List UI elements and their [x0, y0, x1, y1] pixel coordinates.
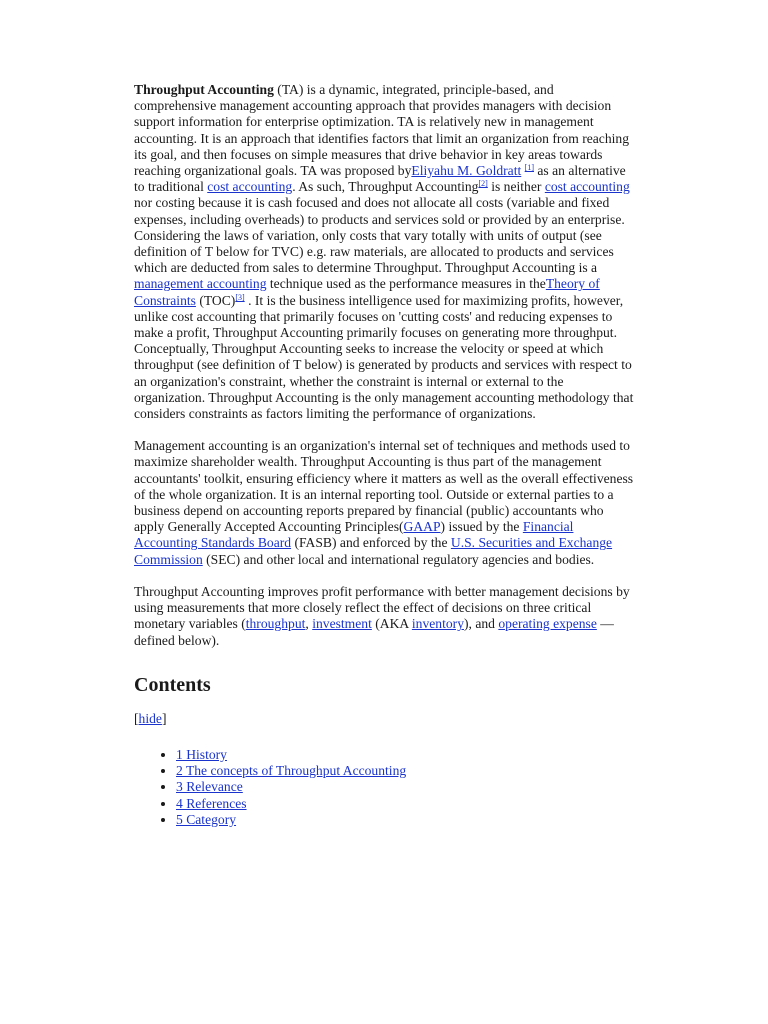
- ref-link-1[interactable]: [1]: [524, 163, 534, 173]
- term-bold: Throughput Accounting: [134, 82, 274, 97]
- link-gaap[interactable]: GAAP: [403, 519, 441, 535]
- bracket-open: [: [134, 710, 139, 726]
- text-run: ) issued by the: [440, 519, 523, 535]
- text-run: — defined below).: [134, 616, 614, 648]
- link-eliyahu-goldratt[interactable]: Eliyahu M. Goldratt: [411, 163, 522, 179]
- text-run: . It is the business intelligence used for maximizing profits, however, unlike cost accounting that primarily focuses on 'cutting costs' and reducing expenses to make a profit, Throughput Accounting primarily focuses on generating more throughput. Conceptually, Throughput Accounting seeks to increase the velocity or speed at which throughput (see definition of T below) is generated by products and services with respect to an organization's constraint, whether the constraint is internal or external to the organization. Throughput Accounting is the only management accounting methodology that considers constraints as factors limiting the performance of organizations.: [134, 292, 634, 422]
- text-run: as an alternative to traditional: [134, 163, 626, 195]
- bracket-close: ]: [161, 710, 167, 726]
- toc-link-relevance[interactable]: 3 Relevance: [176, 779, 243, 795]
- link-cost-accounting[interactable]: cost accounting: [207, 179, 293, 195]
- toc-item: [176, 763, 634, 779]
- text-run: (TA) is a dynamic, integrated, principle-based, and comprehensive management accounting approach that provides managers with decision support information for enterprise optimization. TA is relatively new in management accounting. It is an approach that identifies factors that limit an organization from reaching its goal, and then focuses on simple measures that drive behavior in key areas towards reaching organizational goals. TA was proposed by: [134, 82, 629, 179]
- text-run: Throughput Accounting improves profit performance with better management decisions by using measurements that more closely reflect the effect of decisions on three critical monetary variables (: [134, 583, 630, 632]
- management-accounting-paragraph: [134, 438, 634, 568]
- toc-item: [176, 796, 634, 812]
- profit-performance-paragraph: [134, 584, 634, 649]
- article: [134, 82, 634, 828]
- text-run: ), and: [464, 616, 499, 632]
- toc-item: [176, 812, 634, 828]
- text-run: Management accounting is an organization's internal set of techniques and methods used to maximize shareholder wealth. Throughput Accounting is thus part of the management accountants' toolkit, ensuring efficiency where it matters as well as the overall effectiveness of the whole organization. It is an internal reporting tool. Outside or external parties to a business depend on accounting reports prepared by financial (public) accountants who apply Generally Accepted Accounting Principles(: [134, 438, 634, 535]
- link-sec[interactable]: U.S. Securities and Exchange Commission: [134, 535, 613, 567]
- contents-heading: Contents: [134, 673, 211, 696]
- text-run: ,: [305, 616, 313, 632]
- link-cost-accounting-2[interactable]: cost accounting: [544, 179, 630, 195]
- table-of-contents: [134, 747, 634, 828]
- text-run: technique used as the performance measures in the: [266, 276, 546, 292]
- link-investment[interactable]: investment: [312, 616, 372, 632]
- text-run: (TOC): [195, 292, 236, 308]
- toc-link-concepts[interactable]: 2 The concepts of Throughput Accounting: [176, 763, 407, 779]
- link-fasb[interactable]: Financial Accounting Standards Board: [134, 519, 574, 551]
- link-inventory[interactable]: inventory: [411, 616, 464, 632]
- ref-link-3[interactable]: [3]: [235, 292, 245, 302]
- text-run: nor costing because it is cash focused and does not allocate all costs (variable and fixed expenses, including overheads) to products and services sold or provided by an enterprise. Considering the laws of variation, only costs that vary totally with units of output (see definition of T below for TVC) e.g. raw materials, are allocated to products and services which are deducted from sales to determine Throughput. Throughput Accounting is a: [134, 195, 625, 276]
- toc-item: [176, 747, 634, 763]
- text-run: (AKA: [371, 616, 412, 632]
- toc-item: [176, 779, 634, 795]
- link-operating-expense[interactable]: operating expense: [498, 616, 597, 632]
- link-theory-of-constraints[interactable]: Theory of Constraints: [134, 276, 600, 308]
- toc-link-history[interactable]: 1 History: [176, 746, 227, 762]
- toc-link-references[interactable]: 4 References: [176, 795, 247, 811]
- hide-toggle-link[interactable]: hide: [138, 710, 162, 726]
- toc-link-category[interactable]: 5 Category: [176, 811, 237, 827]
- intro-paragraph: [134, 82, 634, 422]
- text-run: . As such, Throughput Accounting: [292, 179, 479, 195]
- link-throughput[interactable]: throughput: [245, 616, 306, 632]
- link-management-accounting[interactable]: management accounting: [134, 276, 267, 292]
- text-run: (SEC) and other local and international regulatory agencies and bodies.: [202, 551, 595, 567]
- text-run: is neither: [487, 179, 545, 195]
- toc-toggle: [134, 711, 634, 727]
- text-run: (FASB) and enforced by the: [291, 535, 451, 551]
- ref-link-2[interactable]: [2]: [478, 179, 488, 189]
